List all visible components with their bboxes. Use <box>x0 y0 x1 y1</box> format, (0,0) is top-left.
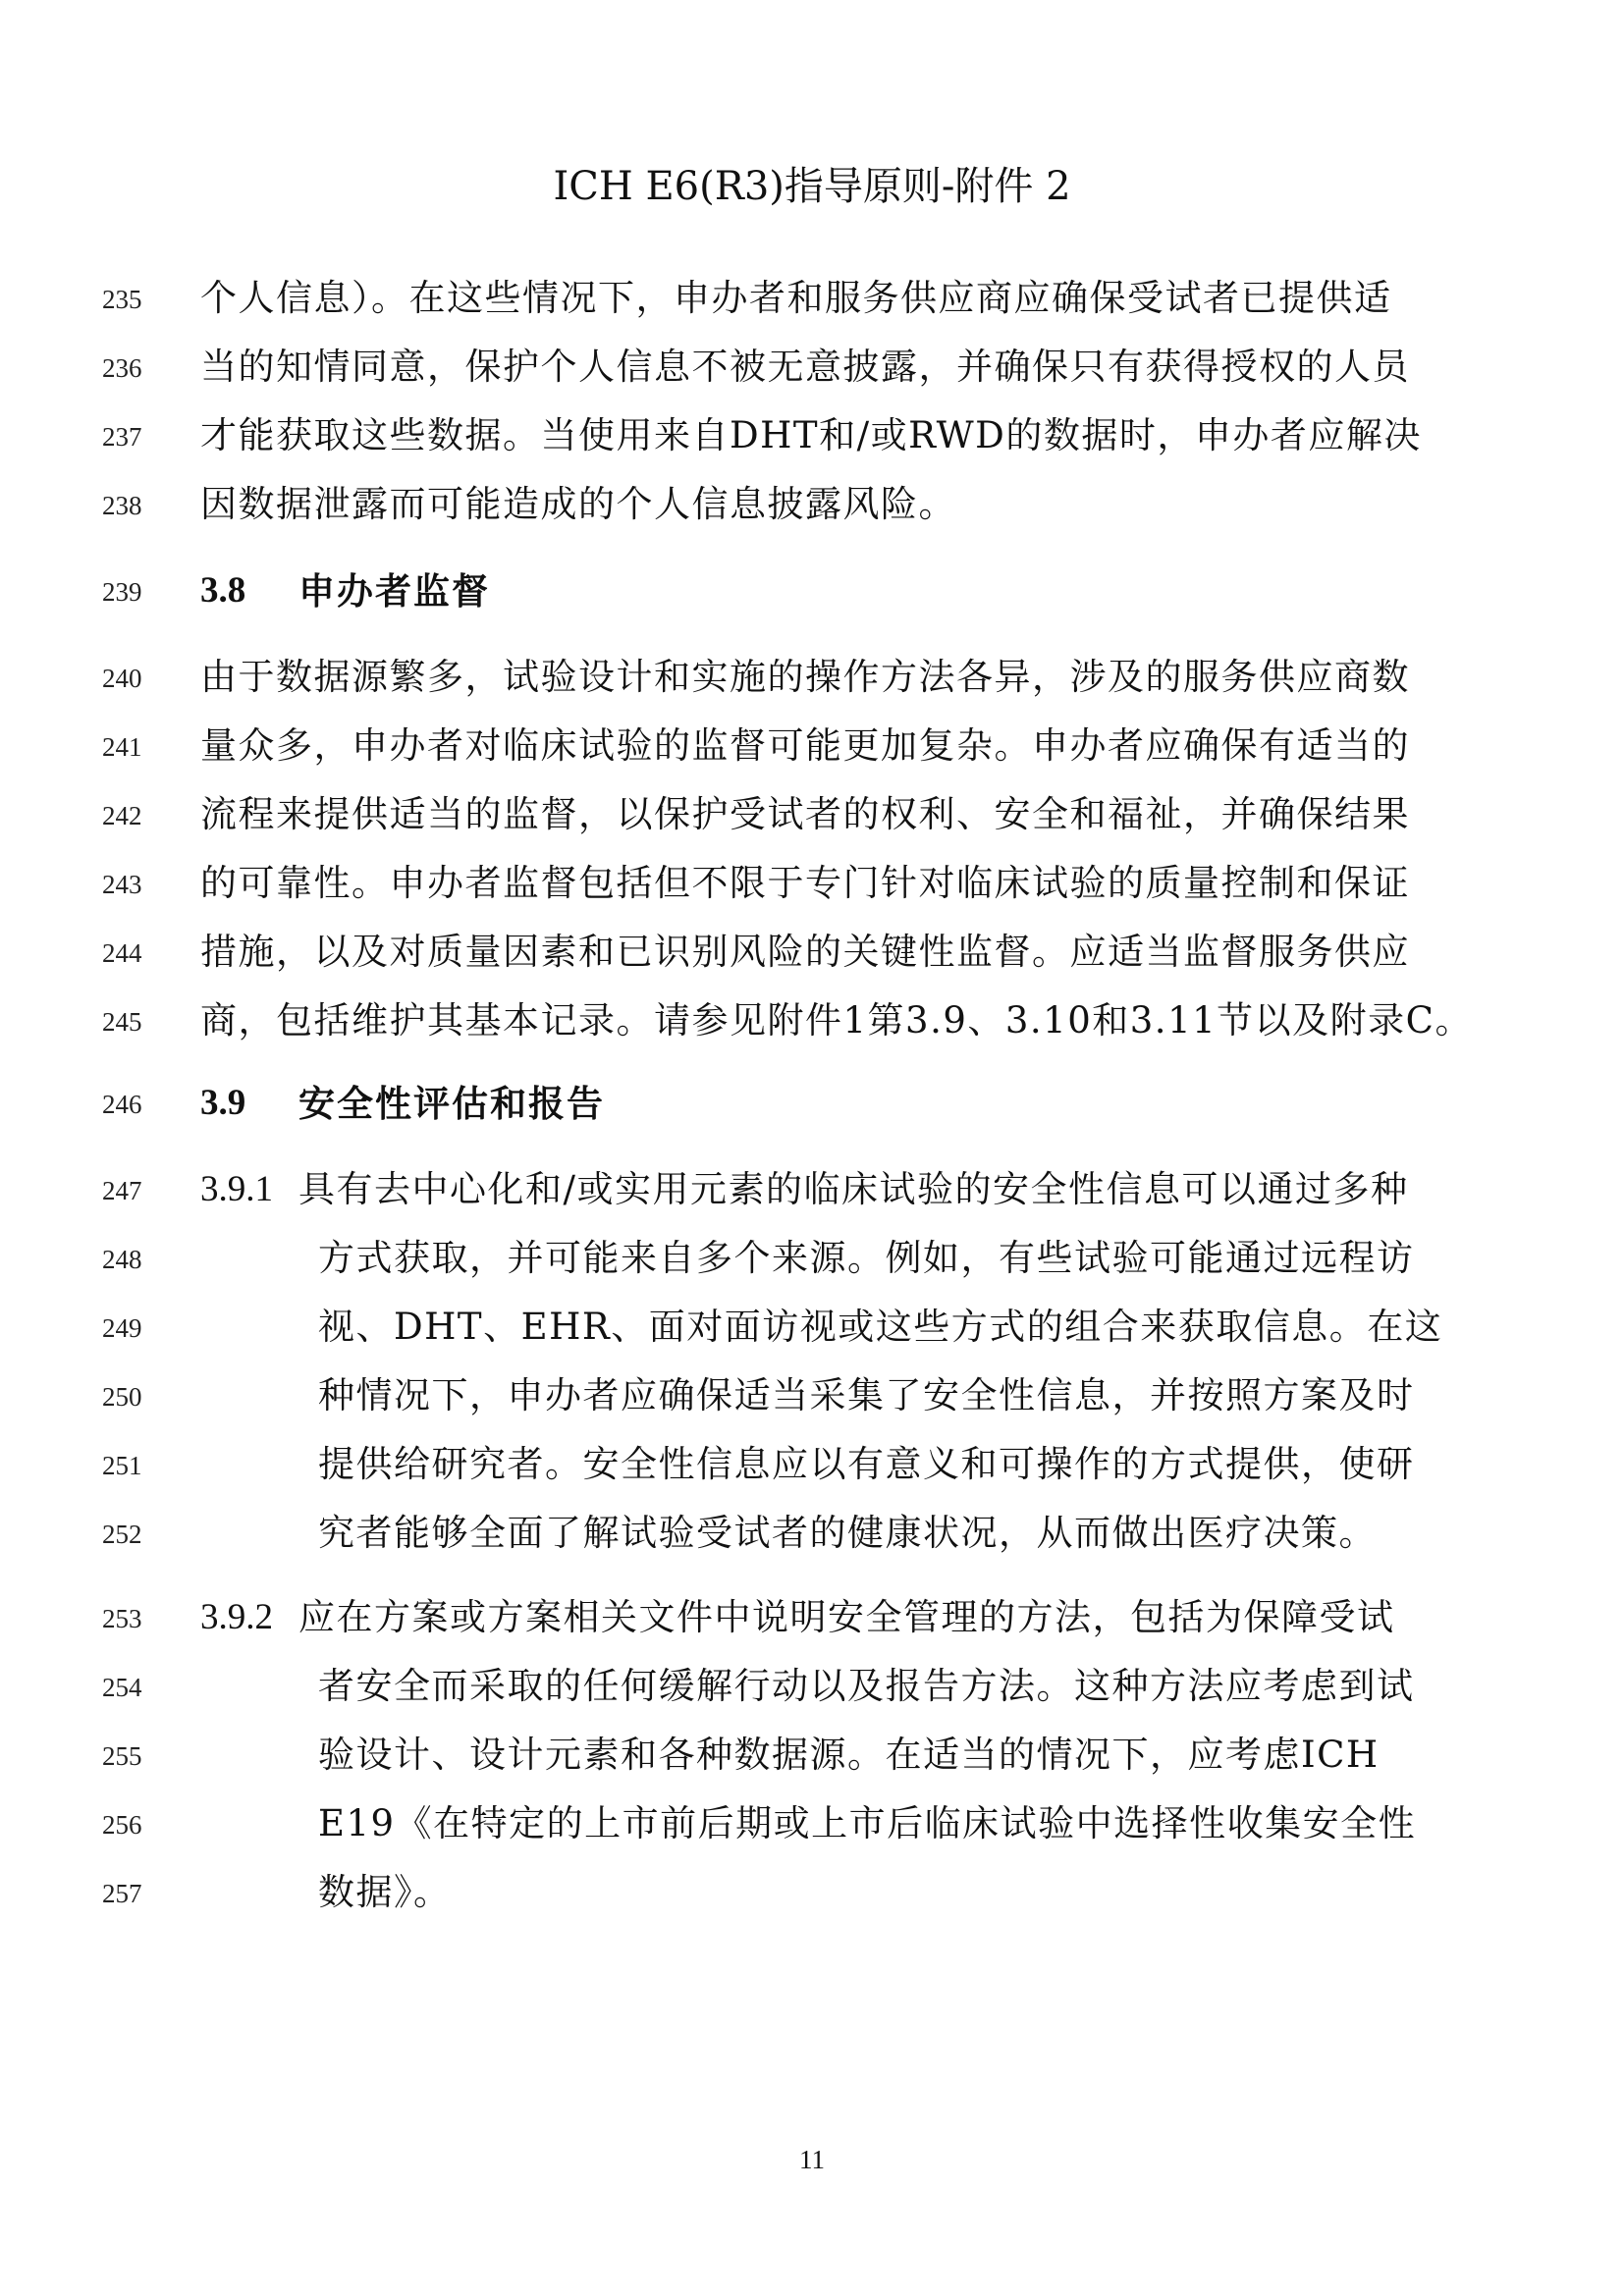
text-line <box>0 1231 1624 1286</box>
section-title: 申办者监督 <box>298 569 490 613</box>
line-number: 249 <box>102 1313 142 1343</box>
subsection-number: 3.9.2 <box>200 1597 273 1637</box>
line-number: 248 <box>102 1245 142 1274</box>
text-line <box>0 1506 1624 1561</box>
text-line <box>0 787 1624 842</box>
document-header: ICH E6(R3)指导原则-附件 2 <box>553 164 1071 209</box>
text-line <box>0 340 1624 395</box>
section-heading <box>0 563 1624 618</box>
line-number: 238 <box>102 491 142 520</box>
text-line <box>0 1368 1624 1423</box>
text-line <box>0 1796 1624 1851</box>
text-line <box>0 719 1624 774</box>
paragraph-text: 提供给研究者。安全性信息应以有意义和可操作的方式提供，使研 <box>318 1443 1415 1485</box>
line-number: 241 <box>102 732 142 762</box>
paragraph-text: 具有去中心化和/或实用元素的临床试验的安全性信息可以通过多种 <box>298 1168 1409 1210</box>
line-number: 246 <box>102 1090 142 1119</box>
paragraph-text: 商，包括维护其基本记录。请参见附件1第3.9、3.10和3.11节以及附录C。 <box>200 999 1473 1041</box>
paragraph-text: 究者能够全面了解试验受试者的健康状况，从而做出医疗决策。 <box>318 1512 1377 1554</box>
line-number: 256 <box>102 1810 142 1840</box>
line-number: 257 <box>102 1879 142 1908</box>
paragraph-text: 视、DHT、EHR、面对面访视或这些方式的组合来获取信息。在这 <box>318 1306 1443 1348</box>
line-number: 236 <box>102 353 142 383</box>
paragraph-text: 个人信息）。在这些情况下，申办者和服务供应商应确保受试者已提供适 <box>200 277 1392 319</box>
line-number: 251 <box>102 1451 142 1480</box>
text-line <box>0 1437 1624 1492</box>
line-number: 239 <box>102 577 142 607</box>
paragraph-text: 措施，以及对质量因素和已识别风险的关键性监督。应适当监督服务供应 <box>200 931 1410 973</box>
line-number: 252 <box>102 1520 142 1549</box>
paragraph-text: E19《在特定的上市前后期或上市后临床试验中选择性收集安全性 <box>318 1802 1417 1844</box>
paragraph-text: 才能获取这些数据。当使用来自DHT和/或RWD的数据时，申办者应解决 <box>200 414 1422 456</box>
section-number: 3.8 <box>200 570 246 611</box>
text-line <box>0 271 1624 326</box>
text-line <box>0 650 1624 705</box>
page-number: 11 <box>799 2145 825 2174</box>
line-number: 235 <box>102 285 142 314</box>
line-number: 245 <box>102 1007 142 1037</box>
line-number: 253 <box>102 1604 142 1633</box>
section-title: 安全性评估和报告 <box>298 1082 605 1125</box>
paragraph-text: 当的知情同意，保护个人信息不被无意披露，并确保只有获得授权的人员 <box>200 346 1410 388</box>
section-number: 3.9 <box>200 1083 246 1123</box>
text-line <box>0 1659 1624 1714</box>
line-number: 250 <box>102 1382 142 1412</box>
line-number: 237 <box>102 422 142 452</box>
text-line <box>0 477 1624 532</box>
line-number: 242 <box>102 801 142 830</box>
paragraph-text: 由于数据源繁多，试验设计和实施的操作方法各异，涉及的服务供应商数 <box>200 656 1410 698</box>
text-line <box>0 856 1624 911</box>
text-line <box>0 1865 1624 1920</box>
paragraph-text: 流程来提供适当的监督，以保护受试者的权利、安全和福祉，并确保结果 <box>200 793 1410 835</box>
paragraph-text: 量众多，申办者对临床试验的监督可能更加复杂。申办者应确保有适当的 <box>200 724 1410 767</box>
section-heading <box>0 1076 1624 1131</box>
text-line <box>0 925 1624 980</box>
paragraph-text: 数据》。 <box>318 1871 452 1913</box>
text-line <box>0 408 1624 463</box>
subsection-line <box>0 1590 1624 1645</box>
line-number: 244 <box>102 938 142 968</box>
paragraph-text: 的可靠性。申办者监督包括但不限于专门针对临床试验的质量控制和保证 <box>200 862 1410 904</box>
paragraph-text: 者安全而采取的任何缓解行动以及报告方法。这种方法应考虑到试 <box>318 1665 1415 1707</box>
text-line <box>0 993 1624 1048</box>
paragraph-text: 验设计、设计元素和各种数据源。在适当的情况下，应考虑ICH <box>318 1734 1380 1776</box>
line-number: 254 <box>102 1673 142 1702</box>
line-number: 255 <box>102 1741 142 1771</box>
paragraph-text: 方式获取，并可能来自多个来源。例如，有些试验可能通过远程访 <box>318 1237 1415 1279</box>
paragraph-text: 应在方案或方案相关文件中说明安全管理的方法，包括为保障受试 <box>298 1596 1395 1638</box>
text-line <box>0 1300 1624 1355</box>
paragraph-text: 因数据泄露而可能造成的个人信息披露风险。 <box>200 483 956 525</box>
line-number: 240 <box>102 664 142 693</box>
subsection-line <box>0 1162 1624 1217</box>
line-number: 247 <box>102 1176 142 1205</box>
text-line <box>0 1728 1624 1783</box>
subsection-number: 3.9.1 <box>200 1169 273 1209</box>
line-number: 243 <box>102 870 142 899</box>
paragraph-text: 种情况下，申办者应确保适当采集了安全性信息，并按照方案及时 <box>318 1374 1415 1416</box>
